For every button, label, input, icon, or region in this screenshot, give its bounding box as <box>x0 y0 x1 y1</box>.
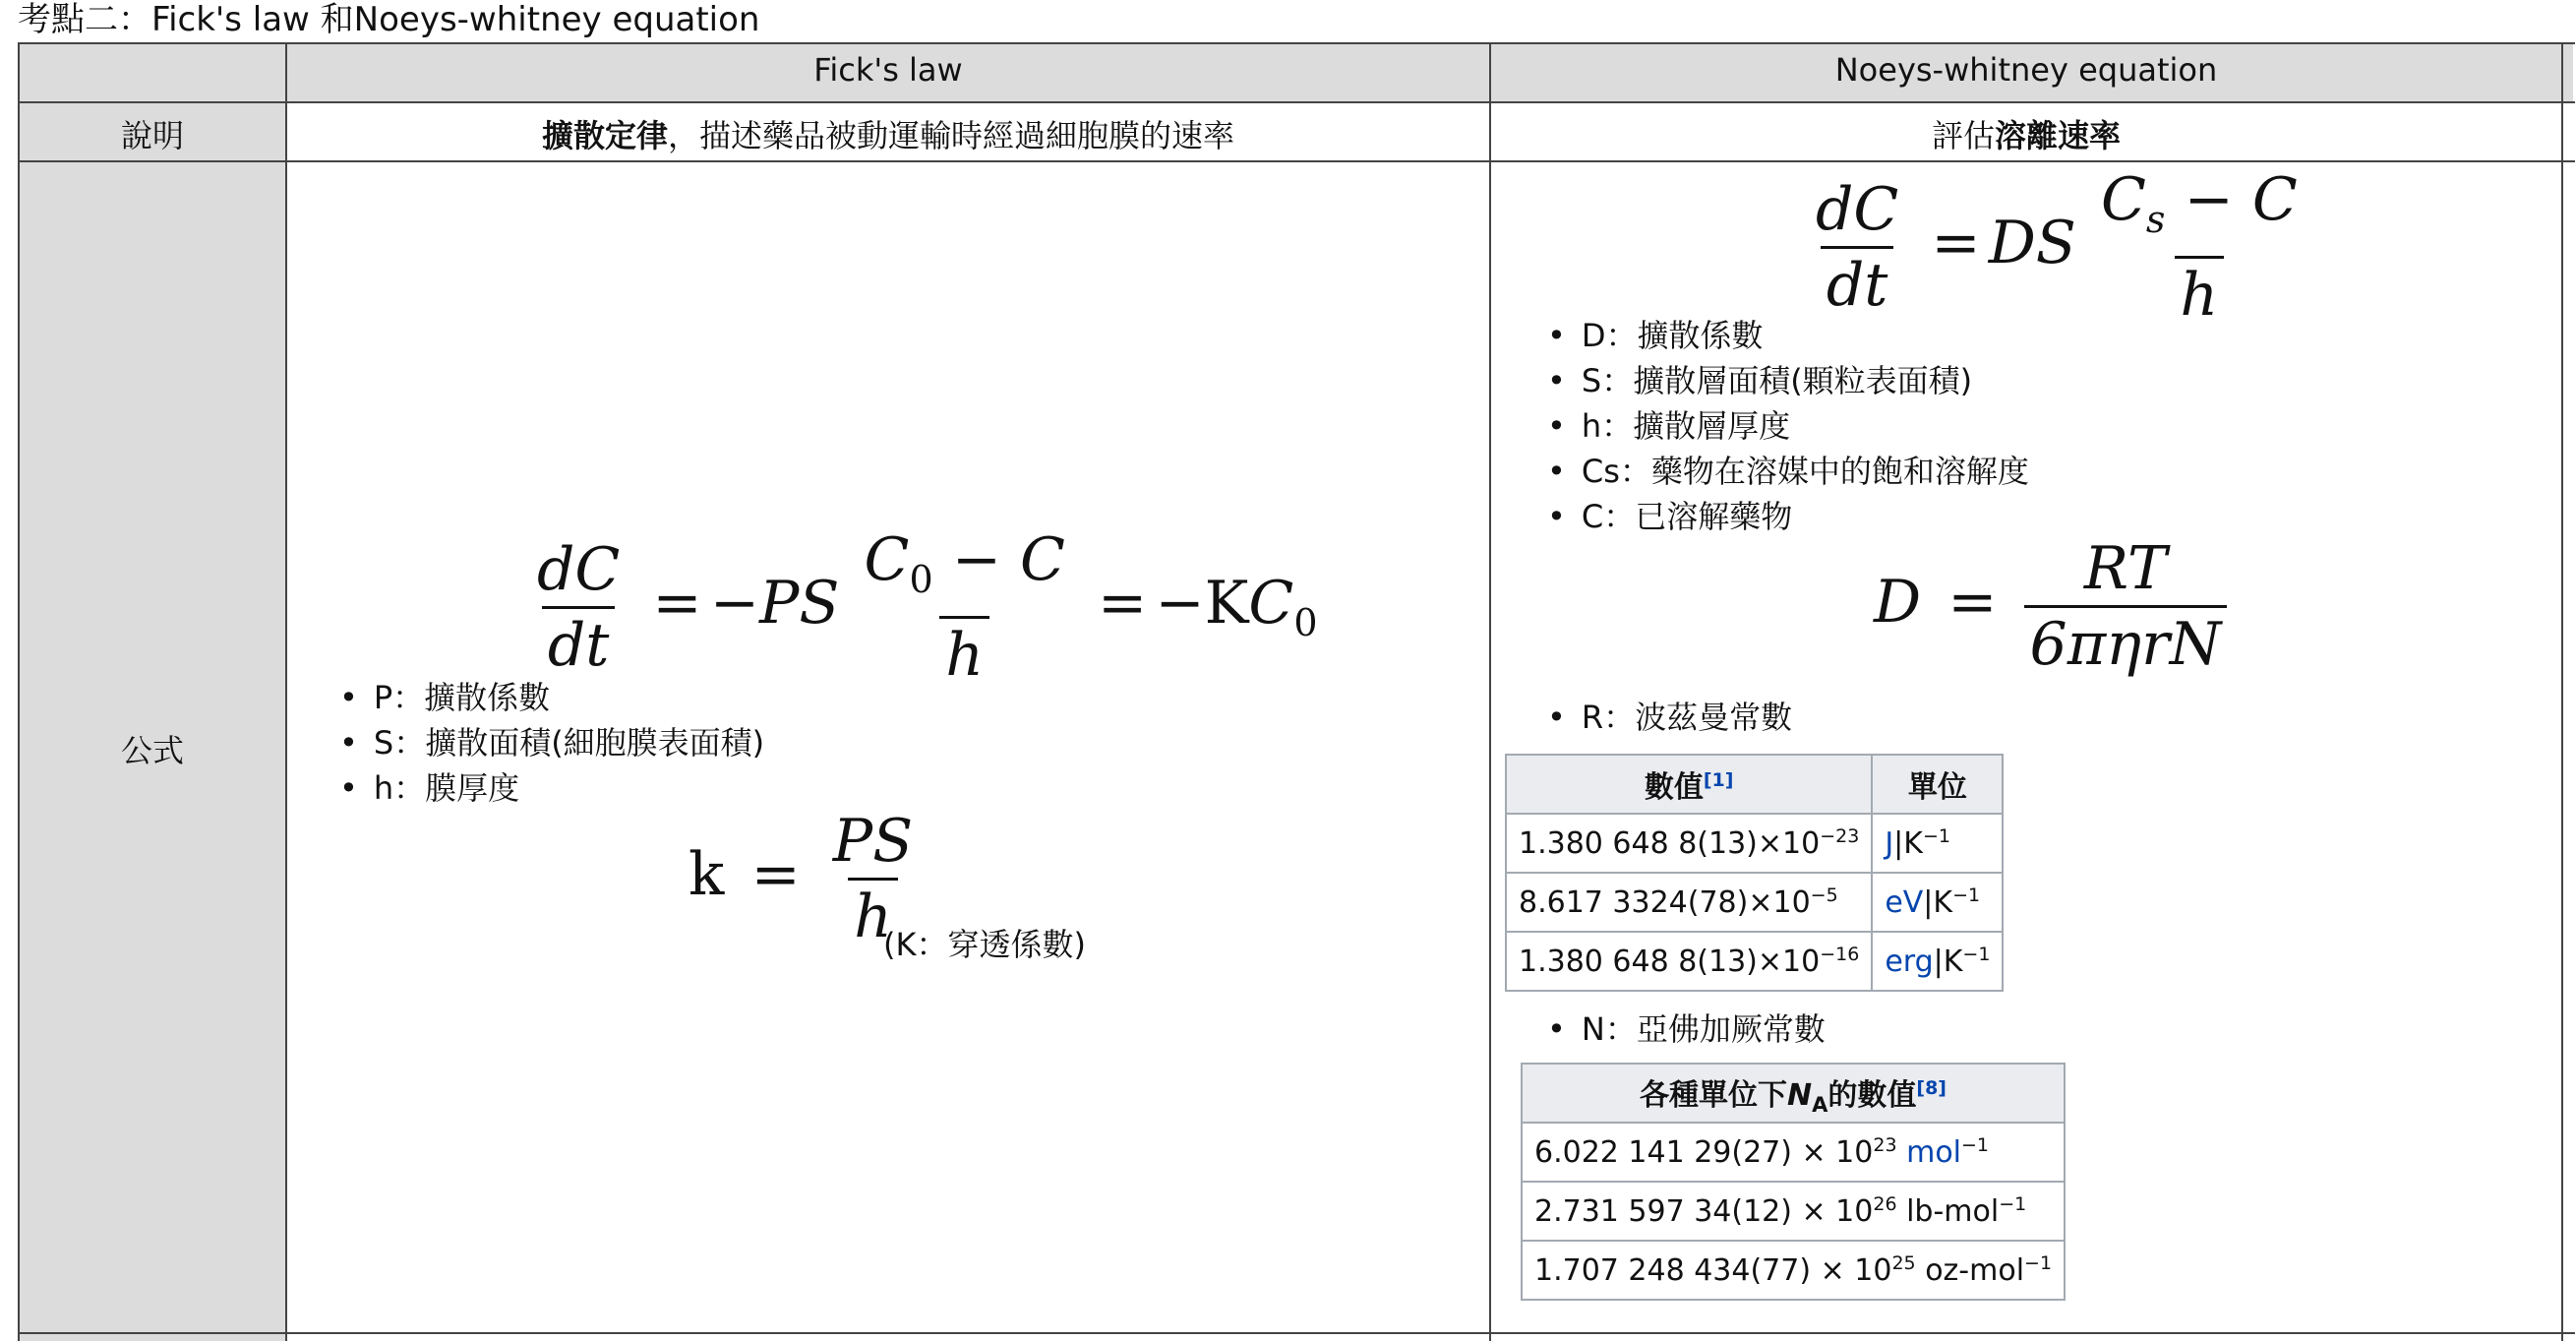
noyes-rhs-numerator-c: C <box>2100 165 2146 234</box>
avogadro-unit-exponent: −1 <box>1961 1134 1990 1156</box>
unit-exponent: −1 <box>1952 884 1981 906</box>
noyes-lhs-fraction <box>1810 177 1904 318</box>
d-symbol: D <box>1874 568 1922 638</box>
table-border-mid-col <box>1489 42 1491 1341</box>
k-symbol: k <box>689 840 725 910</box>
avogadro-header-suffix: 的數值 <box>1827 1077 1917 1113</box>
fick-mid-fraction <box>859 527 1071 688</box>
unit-exponent: −1 <box>1962 944 1991 965</box>
unit-link[interactable]: J <box>1885 826 1894 861</box>
noyes-rhs-numerator-minus-c: − C <box>2165 165 2298 234</box>
boltzmann-col-value-label: 數值 <box>1644 770 1704 805</box>
avogadro-mantissa: 1.707 248 434(77) × 10 <box>1534 1253 1892 1288</box>
boltzmann-col-unit: 單位 <box>1872 755 2003 814</box>
boltzmann-exponent: −16 <box>1820 944 1860 965</box>
table-border-top <box>18 42 2575 44</box>
avogadro-header-symbol: N <box>1787 1077 1813 1113</box>
boltzmann-value-cell <box>1506 932 1872 991</box>
fick-lhs-denominator: dt <box>542 606 616 678</box>
fick-coefficient: −PS <box>709 569 840 639</box>
boltzmann-bullet-item: • R：波茲曼常數 <box>1547 695 1792 740</box>
header-noyes-whitney: Noeys-whitney equation <box>1834 51 2218 89</box>
fick-rhs-sub: 0 <box>1293 601 1318 645</box>
noyes-variable-item: • C：已溶解藥物 <box>1547 494 2029 539</box>
fick-variable-list <box>339 675 764 811</box>
permeability-note: (K：穿透係數) <box>883 926 1086 963</box>
boltzmann-col-value <box>1506 755 1872 814</box>
row-label-formula: 公式 <box>120 732 184 769</box>
boltzmann-bullet <box>1547 695 1792 740</box>
d-numerator: RT <box>2083 534 2167 603</box>
avogadro-unit-exponent: −1 <box>1999 1193 2027 1215</box>
fick-mid-numerator-sub: 0 <box>909 558 933 601</box>
row-label-description: 說明 <box>120 117 184 154</box>
boltzmann-unit-cell <box>1872 814 2003 873</box>
avogadro-table-header <box>1522 1064 2065 1123</box>
fick-equation <box>531 527 1318 688</box>
fick-description-text: ，描述藥品被動運輸時經過細胞膜的速率 <box>668 117 1235 154</box>
avogadro-exponent: 23 <box>1873 1134 1897 1156</box>
table-border-right <box>2561 42 2563 1341</box>
avogadro-value-cell <box>1522 1123 2065 1182</box>
fick-variable-item: • h：膜厚度 <box>339 765 764 811</box>
noyes-variable-item: • D：擴散係數 <box>1547 313 2029 358</box>
unit-rest: |K <box>1923 885 1953 920</box>
fick-equals-1: = <box>652 569 702 639</box>
avogadro-unit: oz-mol <box>1925 1253 2025 1288</box>
noyes-variable-item: • S：擴散層面積(顆粒表面積) <box>1547 358 2029 403</box>
unit-link[interactable]: eV <box>1885 885 1924 920</box>
unit-rest: |K <box>1893 826 1923 861</box>
header-ficks-law: Fick's law <box>813 51 963 89</box>
k-numerator: PS <box>832 807 914 876</box>
noyes-description-bold: 溶離速率 <box>1995 117 2122 154</box>
noyes-variable-list <box>1547 313 2029 539</box>
avogadro-exponent: 25 <box>1891 1252 1916 1274</box>
boltzmann-unit-cell <box>1872 932 2003 991</box>
boltzmann-ref-link[interactable]: [1] <box>1703 769 1734 791</box>
avogadro-value-cell <box>1522 1182 2065 1241</box>
table-row <box>1506 814 2003 873</box>
avogadro-bullet-item: • N：亞佛加厥常數 <box>1547 1006 1826 1052</box>
table-row <box>1522 1182 2065 1241</box>
boltzmann-table-header <box>1506 755 2003 814</box>
table-row <box>1522 1241 2065 1300</box>
noyes-lhs-numerator: dC <box>1816 175 1899 244</box>
noyes-coefficient: DS <box>1988 209 2076 278</box>
avogadro-col-value <box>1522 1064 2065 1123</box>
table-border-header <box>18 101 2575 103</box>
noyes-rhs-numerator-sub: s <box>2145 198 2166 241</box>
noyes-lhs-denominator: dt <box>1821 246 1894 318</box>
boltzmann-mantissa: 1.380 648 8(13)×10 <box>1519 945 1821 979</box>
d-denominator: 6πηrN <box>2024 605 2228 677</box>
avogadro-bullet <box>1547 1006 1826 1052</box>
table-border-formula <box>18 1332 2575 1334</box>
boltzmann-exponent: −23 <box>1820 825 1860 847</box>
avogadro-table <box>1521 1063 2066 1301</box>
unit-rest: |K <box>1933 945 1963 979</box>
page-caption: 考點二：Fick's law 和Noeys-whitney equation <box>18 0 760 39</box>
avogadro-header-prefix: 各種單位下 <box>1640 1077 1788 1113</box>
k-denominator: h <box>848 878 898 949</box>
noyes-rhs-fraction <box>2095 167 2304 328</box>
unit-link[interactable]: erg <box>1885 945 1934 979</box>
avogadro-value-cell <box>1522 1241 2065 1300</box>
d-equals: = <box>1947 568 1998 638</box>
fick-rhs-k: −K <box>1155 569 1249 639</box>
boltzmann-table <box>1505 754 2004 992</box>
fick-mid-numerator <box>859 527 1071 616</box>
avogadro-exponent: 26 <box>1873 1193 1897 1215</box>
noyes-rhs-numerator <box>2095 167 2304 256</box>
fick-lhs-fraction <box>531 537 626 678</box>
fick-variable-item: • P：擴散係數 <box>339 675 764 720</box>
fick-description <box>287 111 1489 156</box>
noyes-variable-item: • Cs：藥物在溶媒中的飽和溶解度 <box>1547 449 2029 494</box>
table-row <box>1506 932 2003 991</box>
diffusion-coefficient-equation <box>1874 536 2227 677</box>
boltzmann-unit-cell <box>1872 873 2003 932</box>
boltzmann-mantissa: 1.380 648 8(13)×10 <box>1519 826 1821 861</box>
row-label-column-bg <box>18 102 287 1341</box>
boltzmann-exponent: −5 <box>1810 884 1838 906</box>
fick-lhs-numerator: dC <box>537 535 621 604</box>
boltzmann-mantissa: 8.617 3324(78)×10 <box>1519 885 1811 920</box>
fick-rhs-c: C <box>1248 569 1294 639</box>
noyes-rhs-denominator: h <box>2175 256 2225 328</box>
boltzmann-value-cell <box>1506 873 1872 932</box>
avogadro-ref-link[interactable]: [8] <box>1916 1076 1947 1099</box>
boltzmann-value-cell <box>1506 814 1872 873</box>
fick-mid-denominator: h <box>939 616 989 688</box>
avogadro-header-sub: A <box>1812 1092 1828 1117</box>
noyes-equals: = <box>1931 209 1981 278</box>
k-equals: = <box>750 840 801 910</box>
fick-mid-numerator-minus-c: − C <box>932 525 1065 594</box>
avogadro-unit-exponent: −1 <box>2024 1252 2053 1274</box>
table-border-description <box>18 160 2575 162</box>
table-row <box>1506 873 2003 932</box>
d-fraction <box>2024 536 2228 677</box>
avogadro-unit-link[interactable]: mol <box>1906 1135 1962 1170</box>
avogadro-mantissa: 6.022 141 29(27) × 10 <box>1534 1135 1874 1170</box>
fick-description-bold: 擴散定律 <box>541 117 668 154</box>
table-border-left <box>18 42 20 1341</box>
fick-equals-2: = <box>1098 569 1148 639</box>
noyes-description-text: 評估 <box>1931 117 1995 154</box>
noyes-equation <box>1810 167 2304 328</box>
avogadro-unit: lb-mol <box>1906 1194 2000 1229</box>
table-border-label-col <box>285 42 287 1341</box>
noyes-variable-item: • h：擴散層厚度 <box>1547 403 2029 449</box>
fick-mid-numerator-c: C <box>864 525 910 594</box>
noyes-description <box>1491 111 2561 156</box>
table-row <box>1522 1123 2065 1182</box>
avogadro-mantissa: 2.731 597 34(12) × 10 <box>1534 1194 1874 1229</box>
fick-variable-item: • S：擴散面積(細胞膜表面積) <box>339 720 764 765</box>
unit-exponent: −1 <box>1922 825 1950 847</box>
